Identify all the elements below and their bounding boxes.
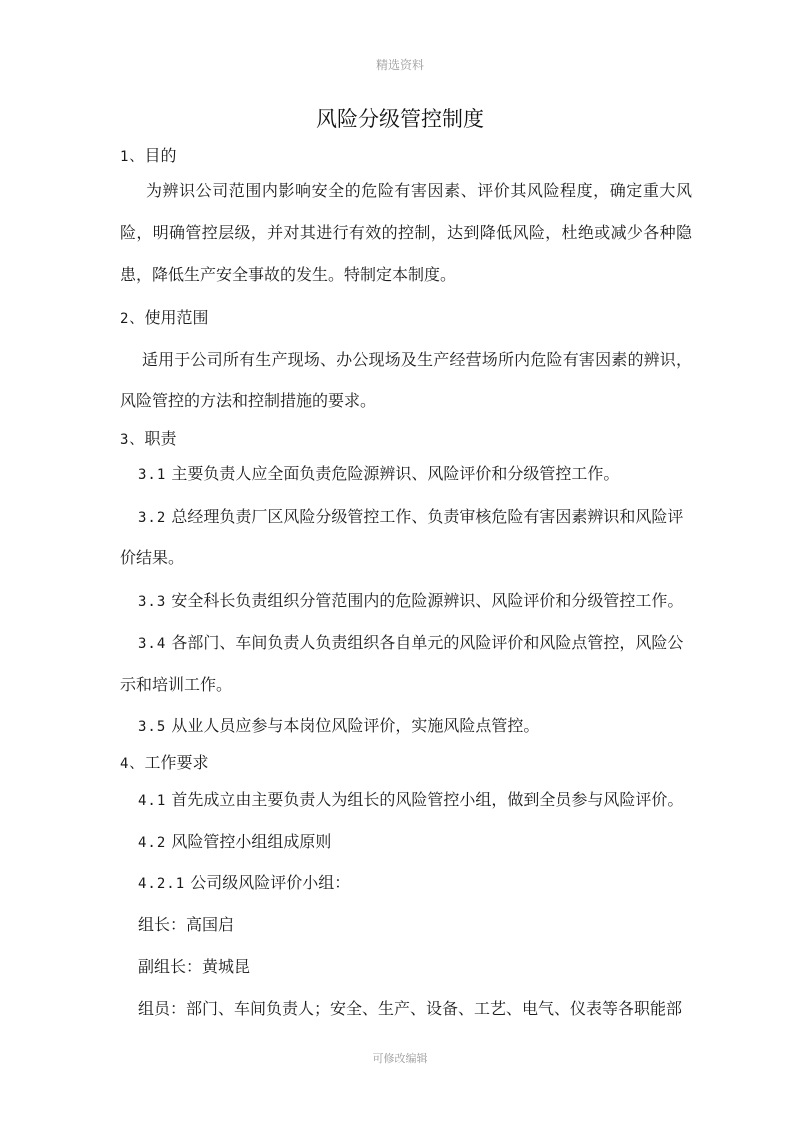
header-watermark: 精选资料 — [375, 58, 424, 72]
section-1-heading — [120, 145, 692, 168]
list-item — [120, 715, 692, 738]
list-item — [120, 463, 692, 486]
list-item — [120, 506, 692, 529]
document-title: 风险分级管控制度 — [316, 107, 484, 131]
paragraph-line: 险，明确管控层级，并对其进行有效的控制，达到降低风险，杜绝或减少各种隐 — [120, 223, 692, 242]
item-number: 3.1 — [138, 467, 167, 483]
paragraph-line: 适用于公司所有生产现场、办公现场及生产经营场所内危险有害因素的辨识， — [142, 350, 692, 369]
item-text: 公司级风险评价小组： — [190, 873, 351, 892]
item-text: 从业人员应参与本岗位风险评价，实施风险点管控。 — [171, 716, 540, 735]
section-number: 1、 — [120, 149, 145, 165]
paragraph-line: 风险管控的方法和控制措施的要求。 — [120, 391, 377, 410]
item-text: 安全科长负责组织分管范围内的危险源辨识、风险评价和分级管控工作。 — [171, 591, 684, 610]
section-heading-text: 使用范围 — [144, 308, 209, 327]
list-item — [120, 872, 692, 895]
item-number: 3.5 — [138, 719, 167, 735]
list-item-continuation: 示和培训工作。 — [120, 675, 233, 694]
footer-watermark: 可修改编辑 — [372, 1052, 428, 1065]
group-members: 组员：部门、车间负责人；安全、生产、设备、工艺、电气、仪表等各职能部 — [138, 999, 683, 1018]
section-3-heading — [120, 428, 692, 451]
item-number: 4.1 — [138, 793, 167, 809]
paragraph-line: 患，降低生产安全事故的发生。特制定本制度。 — [120, 265, 457, 284]
section-4-heading — [120, 752, 692, 775]
item-number: 4.2.1 — [138, 876, 186, 892]
group-deputy: 副组长：黄城昆 — [138, 957, 251, 976]
section-number: 3、 — [120, 432, 145, 448]
item-number: 3.2 — [138, 510, 167, 526]
section-heading-text: 目的 — [144, 146, 177, 165]
item-text: 各部门、车间负责人负责组织各自单元的风险评价和风险点管控，风险公 — [171, 633, 684, 652]
group-leader: 组长：高国启 — [138, 915, 235, 934]
list-item-continuation: 价结果。 — [120, 548, 185, 567]
section-number: 4、 — [120, 756, 145, 772]
item-number: 3.3 — [138, 594, 167, 610]
item-text: 风险管控小组组成原则 — [171, 832, 332, 851]
section-2-heading — [120, 307, 692, 330]
item-text: 总经理负责厂区风险分级管控工作、负责审核危险有害因素辨识和风险评 — [171, 507, 684, 526]
section-heading-text: 职责 — [144, 429, 177, 448]
item-number: 3.4 — [138, 636, 167, 652]
section-number: 2、 — [120, 311, 145, 327]
item-number: 4.2 — [138, 835, 167, 851]
list-item — [120, 831, 692, 854]
list-item — [120, 789, 692, 812]
section-heading-text: 工作要求 — [144, 753, 209, 772]
item-text: 首先成立由主要负责人为组长的风险管控小组，做到全员参与风险评价。 — [171, 790, 684, 809]
list-item — [120, 590, 692, 613]
list-item — [120, 632, 692, 655]
item-text: 主要负责人应全面负责危险源辨识、风险评价和分级管控工作。 — [171, 464, 620, 483]
paragraph-line: 为辨识公司范围内影响安全的危险有害因素、评价其风险程度，确定重大风 — [146, 181, 692, 200]
